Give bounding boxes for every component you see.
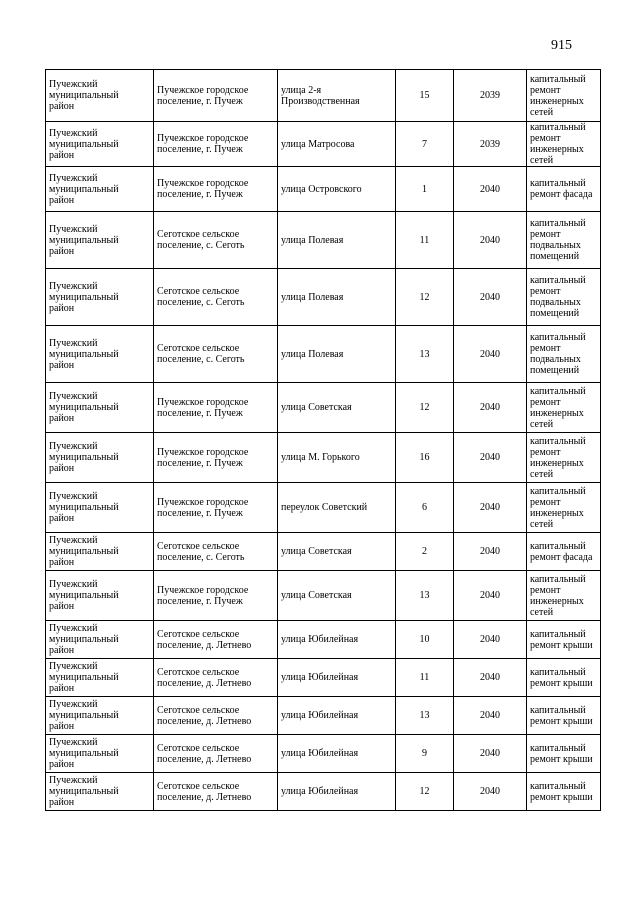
house-number-cell-text: 1 [422,183,427,195]
district-cell [46,735,154,773]
street-cell [278,269,396,326]
settlement-cell-text: Пучежское городское поселение, г. Пучеж [157,178,249,200]
district-cell [46,383,154,433]
house-number-cell [396,70,454,122]
district-cell-text: Пучежский муниципальный район [49,699,119,732]
house-number-cell-text: 13 [419,590,430,601]
district-cell [46,659,154,697]
street-cell [278,483,396,533]
table-body [46,70,601,811]
year-cell [454,483,527,533]
table-row [46,697,601,735]
year-cell-text: 2040 [480,748,500,759]
work-type-cell [527,533,601,571]
house-number-cell-text: 12 [419,291,430,303]
street-cell-text: улица Юбилейная [281,710,359,721]
street-cell [278,735,396,773]
work-type-cell-text: капитальный ремонт подвальных помещений [530,332,586,376]
year-cell [454,269,527,326]
house-number-cell [396,122,454,167]
year-cell-text: 2040 [480,234,500,246]
house-number-cell-text: 9 [422,748,427,759]
work-type-cell [527,269,601,326]
work-type-cell [527,167,601,212]
settlement-cell-text: Сеготское сельское поселение, д. Летнево [157,780,252,803]
year-cell-text: 2040 [480,634,500,645]
district-cell [46,533,154,571]
settlement-cell [154,326,278,383]
house-number-cell-text: 2 [422,546,427,557]
settlement-cell [154,773,278,811]
settlement-cell [154,697,278,735]
work-type-cell-text: капитальный ремонт крыши [530,780,593,803]
settlement-cell [154,483,278,533]
table-row [46,735,601,773]
district-cell-text: Пучежский муниципальный район [49,391,119,424]
district-cell [46,269,154,326]
table-row [46,122,601,167]
work-type-cell [527,483,601,533]
year-cell [454,326,527,383]
table-row [46,212,601,269]
settlement-cell-text: Сеготское сельское поселение, с. Сеготь [157,540,245,563]
settlement-cell [154,269,278,326]
house-number-cell [396,697,454,735]
settlement-cell-text: Пучежское городское поселение, г. Пучеж [157,496,249,519]
work-type-cell-text: капитальный ремонт инженерных сетей [530,435,586,480]
table-row [46,659,601,697]
street-cell [278,70,396,122]
year-cell-text: 2040 [480,710,500,721]
house-number-cell [396,167,454,212]
settlement-cell [154,621,278,659]
year-cell [454,433,527,483]
street-cell-text: улица Юбилейная [281,634,359,645]
year-cell-text: 2040 [480,452,500,463]
settlement-cell [154,383,278,433]
street-cell-text: улица Полевая [281,348,344,360]
work-type-cell-text: капитальный ремонт подвальных помещений [530,275,586,319]
year-cell [454,697,527,735]
settlement-cell [154,571,278,621]
settlement-cell-text: Пучежское городское поселение, г. Пучеж [157,84,249,107]
street-cell-text: улица Матросова [281,138,355,150]
street-cell [278,122,396,167]
district-cell [46,167,154,212]
work-type-cell-text: капитальный ремонт инженерных сетей [530,385,586,430]
repair-schedule-table [45,69,601,811]
house-number-cell-text: 6 [422,502,427,513]
house-number-cell-text: 12 [419,786,430,797]
settlement-cell [154,212,278,269]
work-type-cell [527,212,601,269]
district-cell-text: Пучежский муниципальный район [49,280,119,314]
year-cell [454,70,527,122]
house-number-cell-text: 10 [419,634,430,645]
settlement-cell-text: Пучежское городское поселение, г. Пучеж [157,133,249,155]
year-cell-text: 2040 [480,502,500,513]
year-cell-text: 2040 [480,291,500,303]
settlement-cell-text: Пучежское городское поселение, г. Пучеж [157,396,249,419]
settlement-cell-text: Сеготское сельское поселение, с. Сеготь [157,343,245,365]
house-number-cell [396,773,454,811]
settlement-cell-text: Сеготское сельское поселение, д. Летнево [157,628,252,651]
street-cell-text: улица Советская [281,590,352,601]
house-number-cell [396,571,454,621]
settlement-cell-text: Сеготское сельское поселение, д. Летнево [157,666,252,689]
house-number-cell-text: 15 [419,90,430,101]
settlement-cell [154,735,278,773]
house-number-cell-text: 11 [419,234,430,246]
table-row [46,269,601,326]
table-row [46,383,601,433]
district-cell-text: Пучежский муниципальный район [49,661,119,694]
work-type-cell [527,621,601,659]
work-type-cell-text: капитальный ремонт инженерных сетей [530,485,586,530]
table-row [46,483,601,533]
year-cell-text: 2040 [480,546,500,557]
house-number-cell [396,483,454,533]
work-type-cell-text: капитальный ремонт крыши [530,628,593,651]
year-cell [454,621,527,659]
street-cell [278,659,396,697]
district-cell-text: Пучежский муниципальный район [49,223,119,257]
street-cell-text: улица Советская [281,546,352,557]
year-cell [454,383,527,433]
house-number-cell-text: 12 [419,402,430,413]
work-type-cell-text: капитальный ремонт крыши [530,704,593,727]
year-cell [454,167,527,212]
street-cell [278,383,396,433]
work-type-cell-text: капитальный ремонт фасада [530,178,593,200]
table-row [46,571,601,621]
district-cell-text: Пучежский муниципальный район [49,337,119,371]
table-row [46,621,601,659]
street-cell [278,621,396,659]
district-cell-text: Пучежский муниципальный район [49,579,119,612]
work-type-cell-text: капитальный ремонт подвальных помещений [530,218,586,262]
house-number-cell-text: 16 [419,452,430,463]
house-number-cell-text: 11 [419,672,430,683]
work-type-cell [527,735,601,773]
table-row [46,773,601,811]
district-cell [46,326,154,383]
street-cell-text: улица 2-я Производственная [281,84,360,107]
settlement-cell [154,533,278,571]
district-cell-text: Пучежский муниципальный район [49,737,119,770]
year-cell [454,659,527,697]
work-type-cell-text: капитальный ремонт фасада [530,540,593,563]
year-cell-text: 2040 [480,183,500,195]
district-cell-text: Пучежский муниципальный район [49,127,119,161]
settlement-cell-text: Сеготское сельское поселение, с. Сеготь [157,229,245,251]
street-cell-text: улица М. Горького [281,452,360,463]
year-cell [454,122,527,167]
year-cell [454,773,527,811]
street-cell [278,212,396,269]
street-cell [278,433,396,483]
year-cell [454,735,527,773]
street-cell-text: улица Полевая [281,291,344,303]
district-cell [46,70,154,122]
house-number-cell-text: 13 [419,710,430,721]
house-number-cell [396,326,454,383]
street-cell [278,533,396,571]
work-type-cell [527,122,601,167]
work-type-cell-text: капитальный ремонт инженерных сетей [530,122,586,166]
work-type-cell [527,697,601,735]
work-type-cell [527,773,601,811]
settlement-cell [154,433,278,483]
street-cell-text: улица Юбилейная [281,748,359,759]
street-cell [278,773,396,811]
work-type-cell [527,70,601,122]
settlement-cell-text: Сеготское сельское поселение, д. Летнево [157,704,252,727]
district-cell-text: Пучежский муниципальный район [49,172,119,206]
house-number-cell-text: 7 [422,138,427,150]
district-cell [46,773,154,811]
table-row [46,533,601,571]
district-cell [46,122,154,167]
table-row [46,433,601,483]
district-cell [46,433,154,483]
street-cell-text: переулок Советский [281,502,368,513]
house-number-cell [396,621,454,659]
table-row [46,70,601,122]
street-cell-text: улица Островского [281,183,362,195]
work-type-cell-text: капитальный ремонт крыши [530,666,593,689]
year-cell [454,212,527,269]
table-row [46,167,601,212]
house-number-cell [396,533,454,571]
street-cell [278,167,396,212]
work-type-cell [527,433,601,483]
table-row [46,326,601,383]
work-type-cell-text: капитальный ремонт инженерных сетей [530,73,586,118]
street-cell-text: улица Юбилейная [281,672,359,683]
year-cell-text: 2040 [480,590,500,601]
settlement-cell-text: Сеготское сельское поселение, д. Летнево [157,742,252,765]
settlement-cell-text: Пучежское городское поселение, г. Пучеж [157,584,249,607]
district-cell-text: Пучежский муниципальный район [49,441,119,474]
year-cell-text: 2039 [480,90,500,101]
year-cell-text: 2039 [480,138,500,150]
district-cell [46,621,154,659]
street-cell-text: улица Полевая [281,234,344,246]
year-cell-text: 2040 [480,672,500,683]
district-cell [46,483,154,533]
house-number-cell [396,659,454,697]
settlement-cell [154,122,278,167]
year-cell-text: 2040 [480,402,500,413]
work-type-cell-text: капитальный ремонт крыши [530,742,593,765]
house-number-cell-text: 13 [419,348,430,360]
year-cell-text: 2040 [480,786,500,797]
house-number-cell [396,735,454,773]
settlement-cell-text: Пучежское городское поселение, г. Пучеж [157,446,249,469]
district-cell [46,571,154,621]
work-type-cell-text: капитальный ремонт инженерных сетей [530,573,586,618]
page-number: 915 [551,38,572,53]
settlement-cell [154,70,278,122]
settlement-cell [154,167,278,212]
district-cell-text: Пучежский муниципальный район [49,775,119,808]
work-type-cell [527,659,601,697]
street-cell-text: улица Советская [281,402,352,413]
year-cell [454,533,527,571]
street-cell [278,326,396,383]
work-type-cell [527,326,601,383]
street-cell [278,697,396,735]
district-cell [46,212,154,269]
district-cell-text: Пучежский муниципальный район [49,491,119,524]
house-number-cell [396,383,454,433]
street-cell-text: улица Юбилейная [281,786,359,797]
work-type-cell [527,571,601,621]
work-type-cell [527,383,601,433]
district-cell-text: Пучежский муниципальный район [49,535,119,568]
house-number-cell [396,269,454,326]
year-cell-text: 2040 [480,348,500,360]
settlement-cell-text: Сеготское сельское поселение, с. Сеготь [157,286,245,308]
settlement-cell [154,659,278,697]
house-number-cell [396,212,454,269]
district-cell-text: Пучежский муниципальный район [49,623,119,656]
district-cell [46,697,154,735]
house-number-cell [396,433,454,483]
street-cell [278,571,396,621]
year-cell [454,571,527,621]
district-cell-text: Пучежский муниципальный район [49,79,119,112]
